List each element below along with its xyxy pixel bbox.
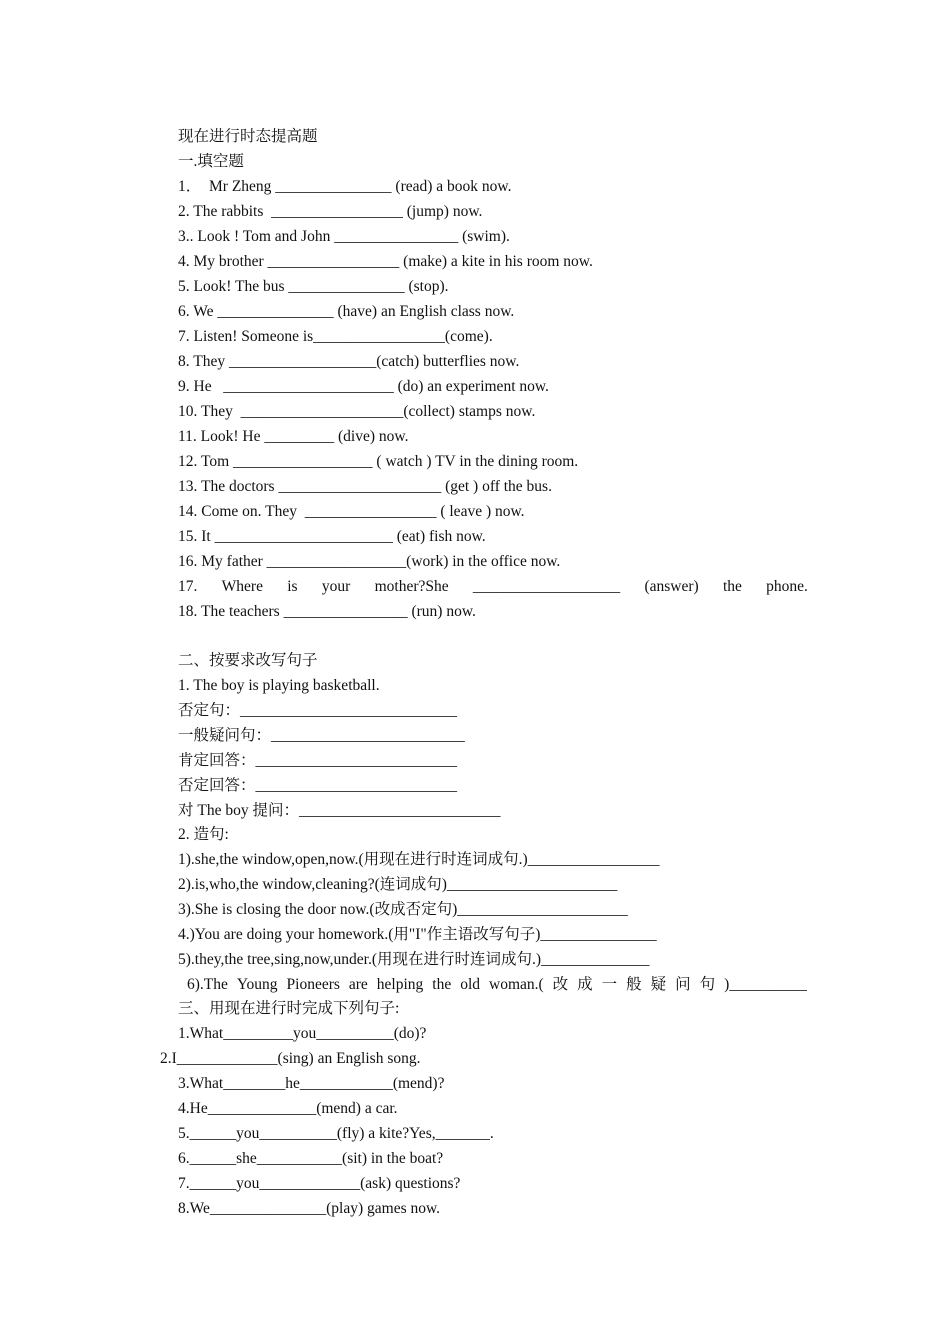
sentence-item: 4.)You are doing your homework.(用"I"作主语改写句子)_______________ [178,926,657,943]
exercise-item: 5. Look! The bus _______________ (stop). [178,278,449,295]
sentence-item: 1).she,the window,open,now.(用现在进行时连词成句.)_________________ [178,851,660,868]
word: woman.( [489,976,544,993]
exercise-item: 1． Mr Zheng _______________ (read) a book now. [178,178,512,195]
exercise-item: 8. They ___________________(catch) butterflies now. [178,353,520,370]
rewrite-line: 对 The boy 提问：__________________________ [178,802,501,819]
word: Where [221,578,263,595]
word: 问 [675,976,691,993]
rewrite-line: 肯定回答：__________________________ [178,752,458,769]
sentence-item: 3).She is closing the door now.(改成否定句)______________________ [178,901,628,918]
word: 句 [699,976,716,993]
word: 改 [552,976,569,993]
completion-item: 5.______you__________(fly) a kite?Yes,_______. [178,1125,494,1142]
exercise-item: 2. The rabbits _________________ (jump) now. [178,203,483,220]
word: is [287,578,298,595]
exercise-item: 9. He ______________________ (do) an experiment now. [178,378,549,395]
completion-item: 2.I_____________(sing) an English song. [160,1050,421,1067]
word: mother?She [374,578,449,595]
word: the [432,976,452,993]
word: 17. [178,578,198,595]
exercise-item: 10. They _____________________(collect) stamps now. [178,403,536,420]
completion-item: 6.______she___________(sit) in the boat? [178,1150,444,1167]
section3-heading: 三、用现在进行时完成下列句子: [178,1000,400,1017]
section2-part2-title: 2. 造句: [178,826,229,843]
blank: ___________________ [472,578,621,595]
exercise-item-17 [178,574,808,599]
exercise-item: 11. Look! He _________ (dive) now. [178,428,409,445]
exercise-item: 4. My brother _________________ (make) a kite in his room now. [178,253,593,270]
completion-item: 3.What________he____________(mend)? [178,1075,445,1092]
word: Pioneers [286,976,340,993]
exercise-item: 12. Tom __________________ ( watch ) TV in the dining room. [178,453,579,470]
section2-part1-title: 1. The boy is playing basketball. [178,677,380,694]
completion-item: 1.What_________you__________(do)? [178,1025,427,1042]
exercise-item: 13. The doctors _____________________ (get ) off the bus. [178,478,552,495]
exercise-item: 3.. Look ! Tom and John ________________ (swim). [178,228,510,245]
rewrite-line: 一般疑问句：_________________________ [178,727,465,744]
word: (answer) [644,578,699,595]
word: old [460,976,481,993]
word: 疑 [650,976,667,993]
word: Young [236,976,278,993]
section2-heading: 二、按要求改写句子 [178,652,318,669]
word: the [722,578,742,595]
worksheet-title: 现在进行时态提高题 [178,128,318,145]
blank: )__________ [724,976,807,993]
exercise-item: 7. Listen! Someone is_________________(come). [178,328,493,345]
completion-item: 4.He______________(mend) a car. [178,1100,398,1117]
completion-item: 7.______you_____________(ask) questions? [178,1175,461,1192]
exercise-item: 6. We _______________ (have) an English class now. [178,303,515,320]
rewrite-line: 否定句：____________________________ [178,702,458,719]
completion-item: 8.We_______________(play) games now. [178,1200,441,1217]
sentence-item-6 [187,972,807,997]
exercise-item: 18. The teachers ________________ (run) now. [178,603,476,620]
rewrite-line: 否定回答：__________________________ [178,777,458,794]
word: your [321,578,351,595]
word: phone. [766,578,808,595]
word: helping [376,976,424,993]
section1-heading: 一.填空题 [178,153,244,170]
word: 6).The [187,976,228,993]
word: 一 [601,976,618,993]
exercise-item: 14. Come on. They _________________ ( leave ) now. [178,503,525,520]
sentence-item: 5).they,the tree,sing,now,under.(用现在进行时连词成句.)______________ [178,951,650,968]
word: 般 [626,976,642,993]
word: are [348,976,368,993]
sentence-item: 2).is,who,the window,cleaning?(连词成句)______________________ [178,876,618,893]
exercise-item: 15. It _______________________ (eat) fish now. [178,528,486,545]
exercise-item: 16. My father __________________(work) in the office now. [178,553,561,570]
word: 成 [577,976,593,993]
